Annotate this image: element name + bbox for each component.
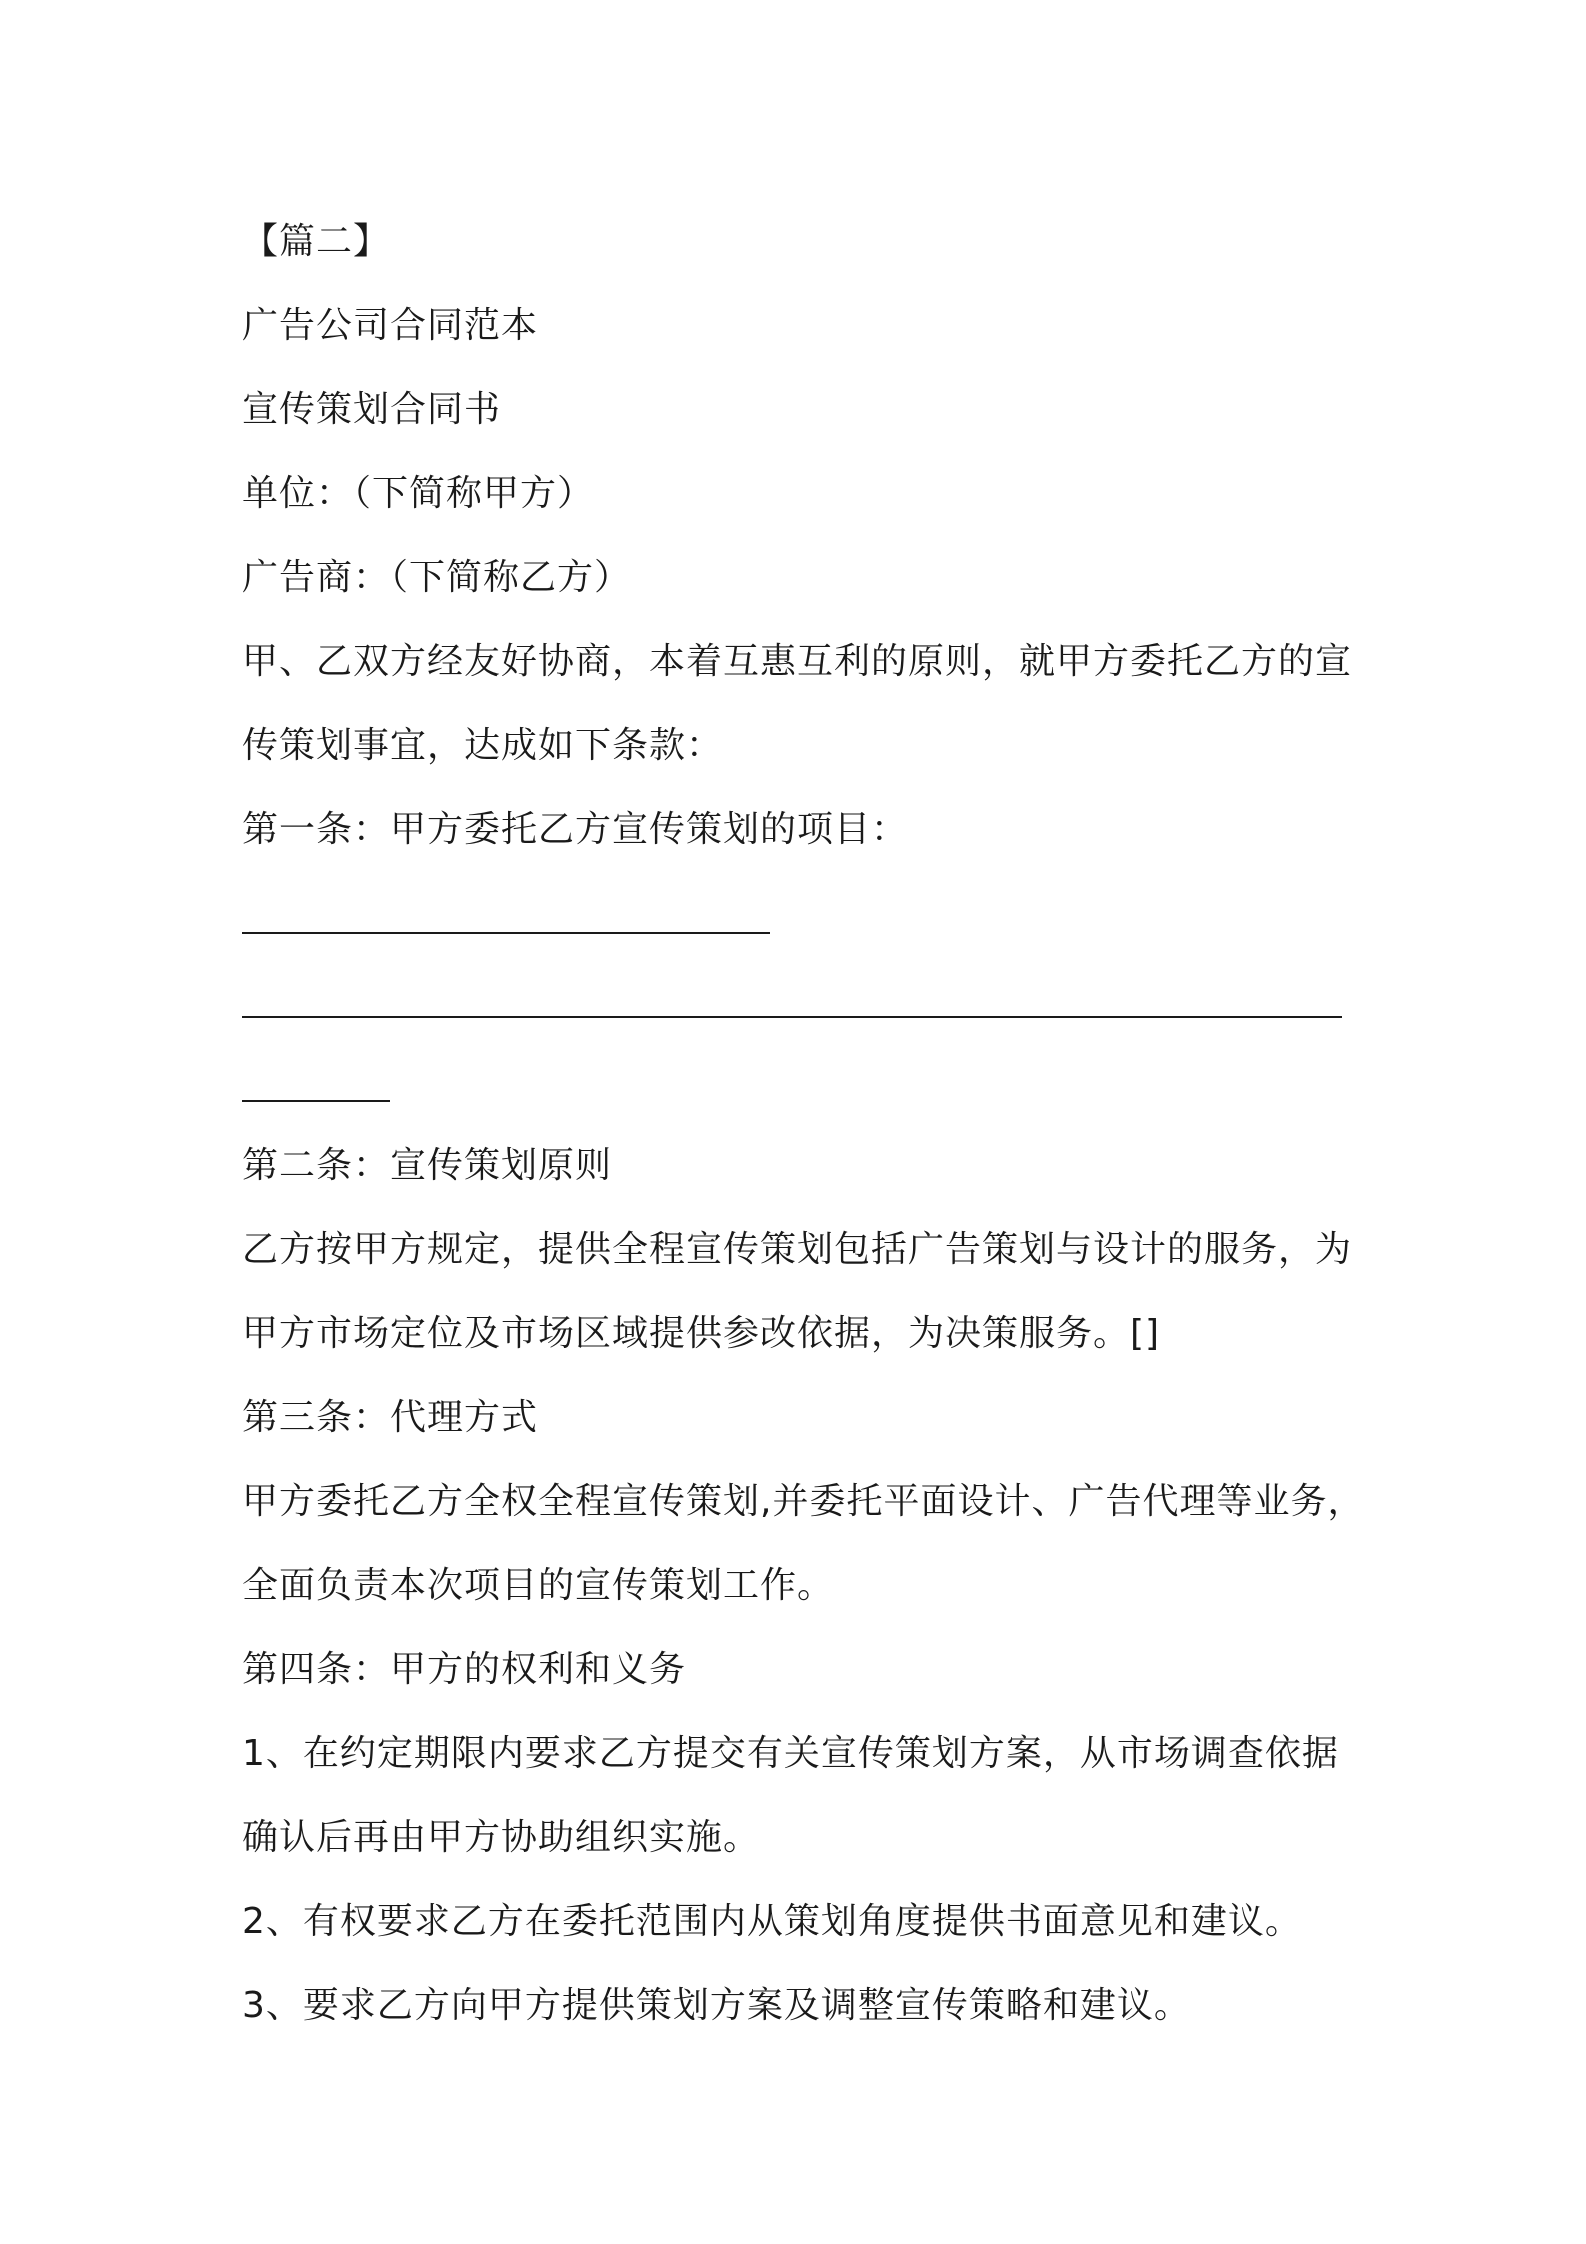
article-4-item-1-line-1: 1、在约定期限内要求乙方提交有关宣传策划方案，从市场调查依据	[242, 1733, 1339, 1774]
fill-in-blank-short	[242, 872, 1362, 956]
blank-underline	[242, 1016, 1342, 1018]
party-a-line: 单位：（下简称甲方）	[242, 473, 595, 514]
intro-line-2: 传策划事宜，达成如下条款：	[242, 725, 724, 766]
article-4-heading: 第四条：甲方的权利和义务	[242, 1649, 687, 1690]
blank-underline	[242, 1100, 390, 1102]
document-body	[242, 200, 1365, 2048]
article-3-line-1: 甲方委托乙方全权全程宣传策划,并委托平面设计、广告代理等业务，	[242, 1481, 1365, 1522]
article-2-line-1: 乙方按甲方规定，提供全程宣传策划包括广告策划与设计的服务，为	[242, 1229, 1353, 1270]
party-b-line: 广告商：（下简称乙方）	[242, 557, 632, 598]
intro-line-1: 甲、乙双方经友好协商，本着互惠互利的原则，就甲方委托乙方的宣	[242, 641, 1353, 682]
document-title: 广告公司合同范本	[242, 305, 539, 346]
article-2-heading: 第二条：宣传策划原则	[242, 1145, 613, 1186]
article-4-item-2: 2、有权要求乙方在委托范围内从策划角度提供书面意见和建议。	[242, 1901, 1302, 1942]
fill-in-blank-tail	[242, 1040, 1362, 1124]
article-1-heading: 第一条：甲方委托乙方宣传策划的项目：	[242, 809, 909, 850]
article-2-line-2: 甲方市场定位及市场区域提供参改依据，为决策服务。[]	[242, 1313, 1161, 1354]
document-subtitle: 宣传策划合同书	[242, 389, 502, 430]
article-4-item-1-line-2: 确认后再由甲方协助组织实施。	[242, 1817, 761, 1858]
article-3-heading: 第三条：代理方式	[242, 1397, 539, 1438]
article-4-item-3: 3、要求乙方向甲方提供策划方案及调整宣传策略和建议。	[242, 1985, 1191, 2026]
article-3-line-2: 全面负责本次项目的宣传策划工作。	[242, 1565, 835, 1606]
fill-in-blank-long	[242, 956, 1362, 1040]
section-tag: 【篇二】	[242, 221, 391, 262]
blank-underline	[242, 932, 770, 934]
